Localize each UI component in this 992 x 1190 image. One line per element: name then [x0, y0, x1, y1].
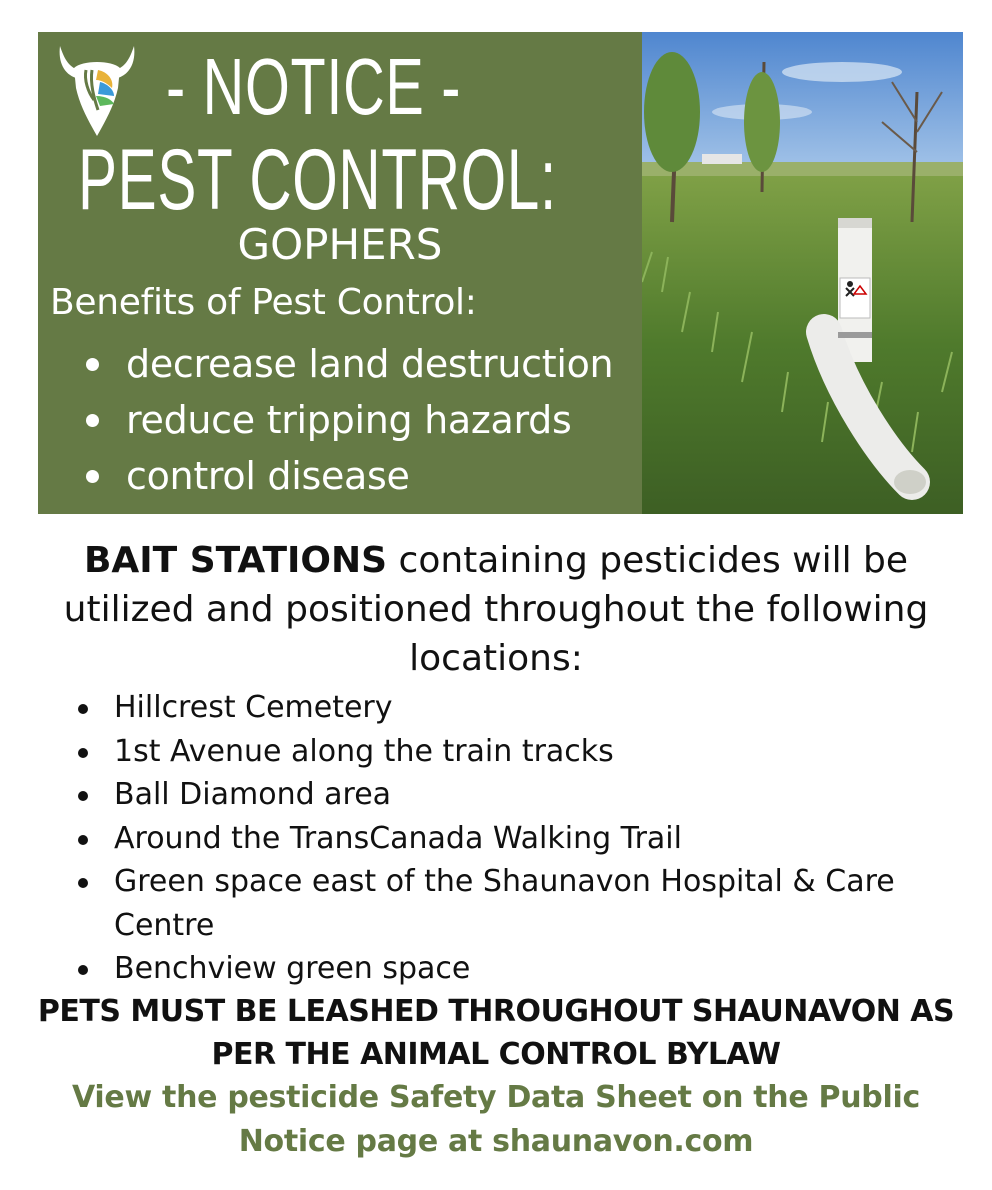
benefits-list — [86, 336, 613, 504]
bait-station-photo — [642, 32, 963, 514]
intro-bold: BAIT STATIONS — [83, 540, 388, 581]
list-item: Ball Diamond area — [72, 773, 962, 817]
list-item: decrease land destruction — [86, 336, 613, 392]
page-subtitle: GOPHERS — [237, 220, 443, 269]
banner-text-panel — [38, 32, 642, 514]
list-item: Hillcrest Cemetery — [72, 686, 962, 730]
bait-stations-intro — [40, 536, 952, 683]
notice-title: - NOTICE - — [166, 42, 462, 131]
page-title: PEST CONTROL: — [78, 132, 557, 228]
notice-banner — [38, 32, 963, 514]
list-item: Green space east of the Shaunavon Hospital & Care Centre — [72, 860, 962, 947]
sds-notice: View the pesticide Safety Data Sheet on the Public Notice page at shaunavon.com — [72, 1080, 920, 1159]
list-item: control disease — [86, 448, 613, 504]
pets-leash-notice: PETS MUST BE LEASHED THROUGHOUT SHAUNAVON AS PER THE ANIMAL CONTROL BYLAW — [37, 994, 955, 1072]
benefits-heading: Benefits of Pest Control: — [50, 282, 477, 323]
list-item: reduce tripping hazards — [86, 392, 613, 448]
shaunavon-logo-icon — [56, 40, 138, 140]
list-item: 1st Avenue along the train tracks — [72, 730, 962, 774]
intro-text: containing pesticides will be utilized and positioned throughout the following locations: — [63, 540, 929, 679]
list-item: Benchview green space — [72, 947, 962, 991]
list-item: Around the TransCanada Walking Trail — [72, 817, 962, 861]
locations-list — [72, 686, 962, 991]
